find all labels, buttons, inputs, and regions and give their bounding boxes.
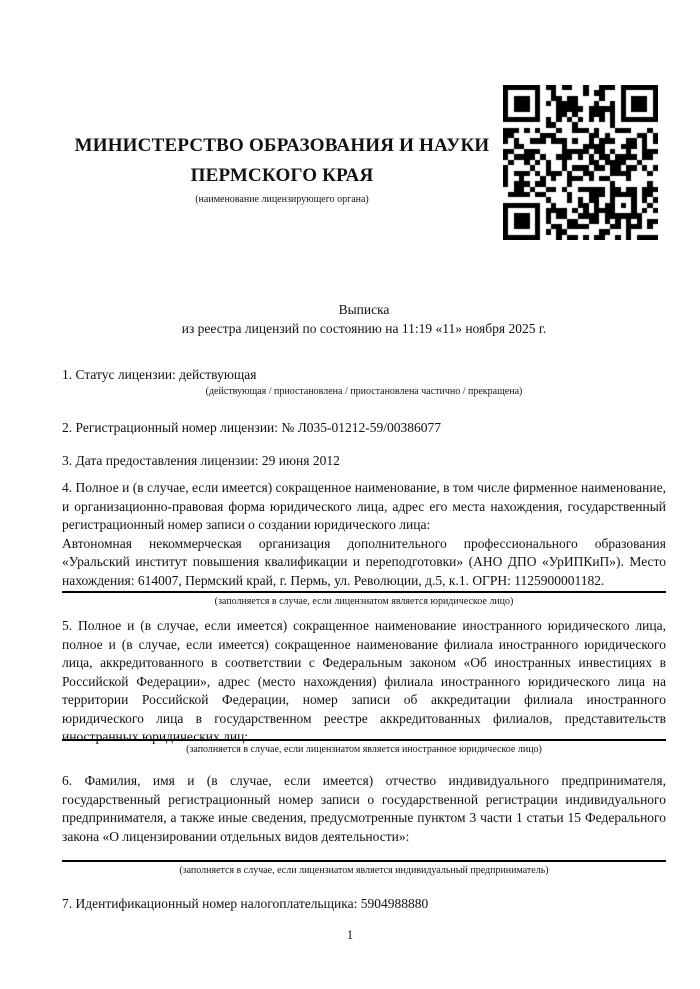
item-5-foreign-entity: 5. Полное и (в случае, если имеется) сокращенное наименование иностранного юридического лица, полное и (в случае, если имеется) сокращенное наименование филиала иностранного юридического лица, аккредитованного в соответствии с Федеральным законом «Об иностранных инвестициях в Российской Федерации», адрес (место нахождения) филиала иностранного юридического лица на территории Российской Федерации, номер записи об аккредитации филиала иностранного юридического лица в государственном реестре аккредитованных филиалов, представительств иностранных юридических лиц: — [62, 618, 666, 744]
item-1-caption: (действующая / приостановлена / приостановлена частично / прекращена) — [205, 386, 523, 397]
document-title: Выписка — [338, 302, 390, 317]
item-2-registration-number: 2. Регистрационный номер лицензии: № Л035-01212-59/00386077 — [62, 420, 442, 435]
fill-in-line-6 — [62, 860, 666, 862]
item-7-taxpayer-id: 7. Идентификационный номер налогоплательщика: 5904988880 — [62, 896, 429, 911]
fill-in-line-4 — [62, 591, 666, 593]
page-number: 1 — [346, 928, 354, 942]
item-5-caption: (заполняется в случае, если лицензиатом является иностранное юридическое лицо) — [186, 744, 542, 755]
item-3-license-date: 3. Дата предоставления лицензии: 29 июня 2012 — [62, 453, 340, 468]
item-4-value: Автономная некоммерческая организация дополнительного профессионального образования «Уральский институт повышения квалификации и переподготовки» (АНО ДПО «УрИПКиП»). Место нахождения: 614007, Пермский край, г. Пермь, ул. Революции, д.5, к.1. ОГРН: 1125900001182. — [62, 535, 666, 588]
ministry-name-line1: МИНИСТЕРСТВО ОБРАЗОВАНИЯ И НАУКИ — [74, 135, 490, 156]
ministry-caption: (наименование лицензирующего органа) — [195, 194, 369, 205]
ministry-name-line2: ПЕРМСКОГО КРАЯ — [190, 165, 374, 186]
item-6-caption: (заполняется в случае, если лицензиатом является индивидуальный предприниматель) — [179, 865, 549, 876]
item-4-caption: (заполняется в случае, если лицензиатом является юридическое лицо) — [214, 596, 514, 607]
item-4-label: 4. Полное и (в случае, если имеется) сокращенное наименование, в том числе фирменное наименование, и организационно-правовая форма юридического лица, адрес его места нахождения, государственный регистрационный номер записи о создании юридического лица: — [62, 480, 666, 532]
qr-code — [503, 85, 658, 240]
item-4-legal-entity — [62, 479, 666, 590]
item-6-individual-entrepreneur: 6. Фамилия, имя и (в случае, если имеется) отчество индивидуального предпринимателя, государственный регистрационный номер записи о государственной регистрации индивидуального предпринимателя, а также иные сведения, предусмотренные пунктом 3 части 1 статьи 15 Федерального закона «О лицензировании отдельных видов деятельности»: — [62, 773, 666, 844]
fill-in-line-5 — [62, 739, 666, 741]
item-1-license-status: 1. Статус лицензии: действующая — [62, 367, 257, 382]
document-subtitle: из реестра лицензий по состоянию на 11:19 «11» ноября 2025 г. — [181, 320, 547, 336]
licensing-authority-header — [62, 131, 502, 206]
document-title-block — [62, 301, 666, 338]
